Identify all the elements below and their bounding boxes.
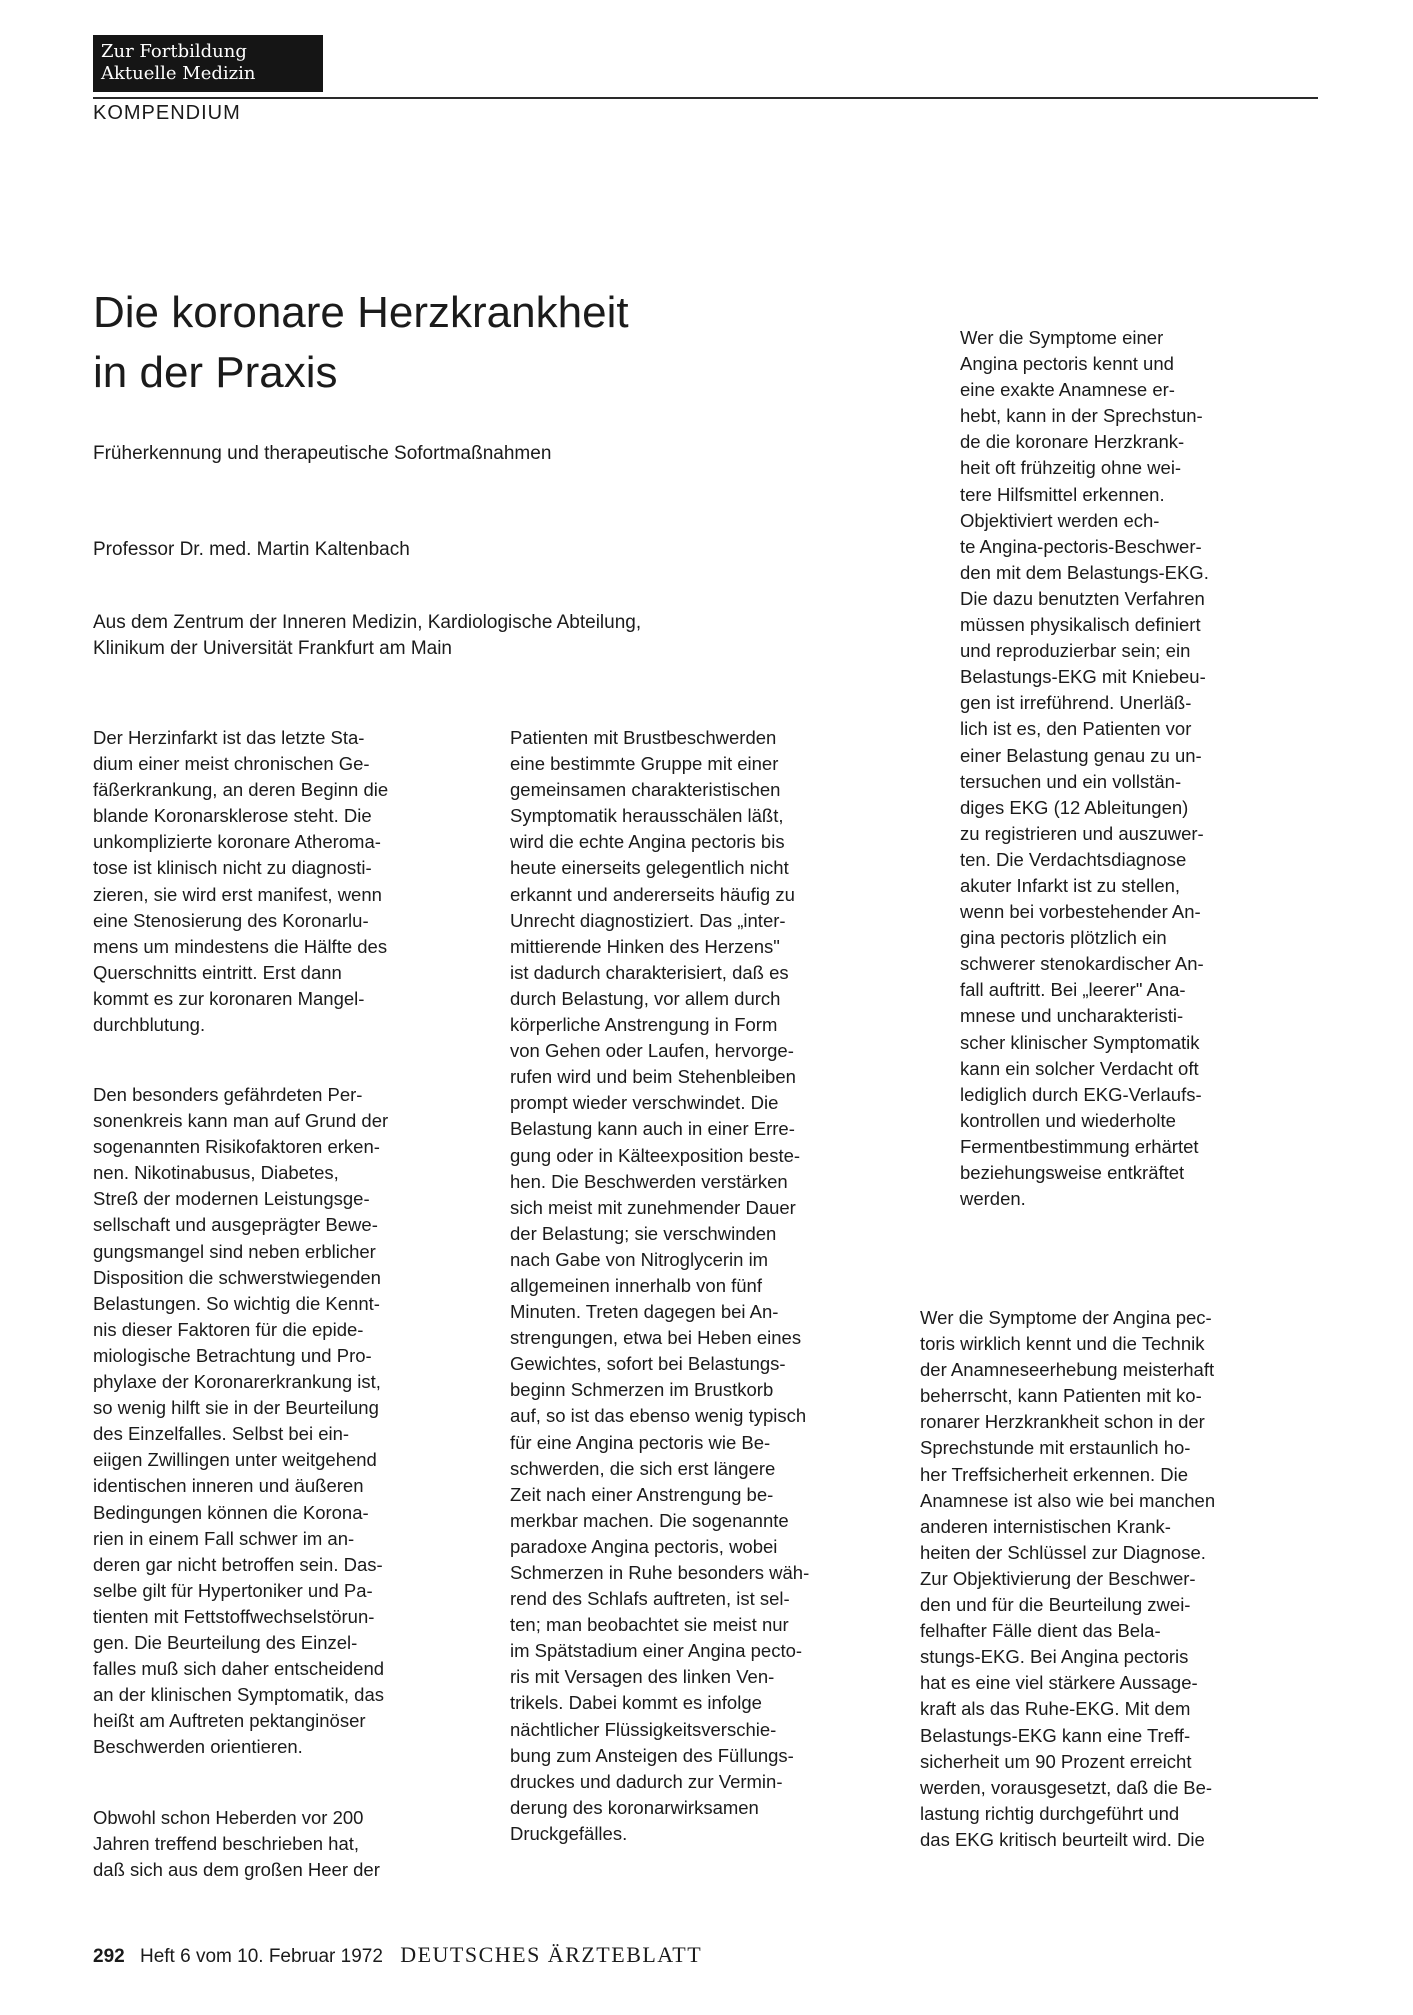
article-subtitle: Früherkennung und therapeutische Sofortmaßnahmen: [93, 443, 552, 464]
author-affiliation: [93, 610, 873, 662]
article-author: Professor Dr. med. Martin Kaltenbach: [93, 539, 410, 560]
journal-name: DEUTSCHES ÄRZTEBLATT: [400, 1942, 703, 1967]
body-paragraph: Der Herzinfarkt ist das letzte Sta- dium einer meist chronischen Ge- fäßerkrankung, an deren Beginn die blande Koronarsklerose steht. Die unkomplizierte koronare Atheroma- tose ist klinisch nicht zu diagnosti- zieren, sie wird erst manifest, wenn eine Stenosierung des Koronarlu- mens um mindestens die Hälfte des Querschnitts eintritt. Erst dann kommt es zur koronaren Mangel- durchblutung.: [93, 727, 389, 1036]
rubric-line-1: Zur Fortbildung: [101, 41, 247, 62]
affiliation-line-2: Klinikum der Universität Frankfurt am Main: [93, 638, 452, 659]
summary-box: Wer die Symptome einer Angina pectoris kennt und eine exakte Anamnese er- hebt, kann in der Sprechstun- de die koronare Herzkrank- heit oft frühzeitig ohne wei- tere Hilfsmittel erkennen. Objektiviert werden ech- te Angina-pectoris-Beschwer- den mit dem Belastungs-EKG. Die dazu benutzten Verfahren müssen physikalisch definiert und reproduzierbar sein; ein Belastungs-EKG mit Kniebeu- gen ist irreführend. Unerläß- lich ist es, den Patienten vor einer Belastung genau zu un- tersuchen und ein vollstän- diges EKG (12 Ableitungen) zu registrieren und auszuwer- ten. Die Verdachtsdiagnose akuter Infarkt ist zu stellen, wenn bei vorbestehender An- gina pectoris plötzlich ein schwerer stenokardischer An- fall auftritt. Bei „leerer" Ana- mnese und uncharakteristi- scher klinischer Symptomatik kann ein solcher Verdacht oft lediglich durch EKG-Verlaufs- kontrollen und wiederholte Fermentbestimmung erhärtet beziehungsweise entkräftet werden.: [960, 327, 1209, 1210]
header-rule: [93, 97, 1318, 99]
body-paragraph: Den besonders gefährdeten Per- sonenkreis kann man auf Grund der sogenannten Risikofaktoren erken- nen. Nikotinabusus, Diabetes, Streß der modernen Leistungsge- sellschaft und ausgeprägter Bewe- gungsmangel sind neben erblicher Disposition die schwerstwiegenden Belastungen. So wichtig die Kennt- nis dieser Faktoren für die epide- miologische Betrachtung und Pro- phylaxe der Koronarerkrankung ist, so wenig hilft sie in der Beurteilung des Einzelfalles. Selbst bei ein- eiigen Zwillingen unter weitgehend identischen inneren und äußeren Bedingungen können die Korona- rien in einem Fall schwer im an- deren gar nicht betroffen sein. Das- selbe gilt für Hypertoniker und Pa- tienten mit Fettstoffwechselstörun- gen. Die Beurteilung des Einzel- falles muß sich daher entscheidend an der klinischen Symptomatik, das heißt am Auftreten pektanginöser Beschwerden orientieren.: [93, 1084, 389, 1758]
page-number: 292: [93, 1946, 125, 1967]
issue-info: Heft 6 vom 10. Februar 1972: [139, 1946, 383, 1967]
body-paragraph: Obwohl schon Heberden vor 200 Jahren treffend beschrieben hat, daß sich aus dem großen Heer der: [93, 1807, 380, 1881]
body-column-2: Patienten mit Brustbeschwerden eine bestimmte Gruppe mit einer gemeinsamen charakteristischen Symptomatik herausschälen läßt, wird die echte Angina pectoris bis heute einerseits gelegentlich nicht erkannt und andererseits häufig zu Unrecht diagnostiziert. Das „inter- mittierende Hinken des Herzens" ist dadurch charakterisiert, daß es durch Belastung, vor allem durch körperliche Anstrengung in Form von Gehen oder Laufen, hervorge- rufen wird und beim Stehenbleiben prompt wieder verschwindet. Die Belastung kann auch in einer Erre- gung oder in Kälteexposition beste- hen. Die Beschwerden verstärken sich meist mit zunehmender Dauer der Belastung; sie verschwinden nach Gabe von Nitroglycerin im allgemeinen innerhalb von fünf Minuten. Treten dagegen bei An- strengungen, etwa bei Heben eines Gewichtes, sofort bei Belastungs- beginn Schmerzen im Brustkorb auf, so ist das ebenso wenig typisch für eine Angina pectoris wie Be- schwerden, die sich erst längere Zeit nach einer Anstrengung be- merkbar machen. Die sogenannte paradoxe Angina pectoris, wobei Schmerzen in Ruhe besonders wäh- rend des Schlafs auftreten, ist sel- ten; man beobachtet sie meist nur im Spätstadium einer Angina pecto- ris mit Versagen des linken Ven- trikels. Dabei kommt es infolge nächtlicher Flüssigkeitsverschie- bung zum Ansteigen des Füllungs- druckes und dadurch zur Vermin- derung des koronarwirksamen Druckgefälles.: [510, 727, 810, 1844]
section-label: KOMPENDIUM: [93, 102, 241, 124]
rubric-line-2: Aktuelle Medizin: [101, 63, 256, 84]
affiliation-line-1: Aus dem Zentrum der Inneren Medizin, Kardiologische Abteilung,: [93, 612, 642, 633]
article-title-line-2: in der Praxis: [93, 348, 338, 397]
article-title-line-1: Die koronare Herzkrankheit: [93, 288, 629, 337]
article-title: [93, 283, 793, 403]
rubric-label: [93, 35, 323, 92]
page-footer: [93, 1942, 702, 1968]
body-column-3: Wer die Symptome der Angina pec- toris wirklich kennt und die Technik der Anamneseerhebung meisterhaft beherrscht, kann Patienten mit ko- ronarer Herzkrankheit schon in der Sprechstunde mit erstaunlich ho- her Treffsicherheit erkennen. Die Anamnese ist also wie bei manchen anderen internistischen Krank- heiten der Schlüssel zur Diagnose. Zur Objektivierung der Beschwer- den und für die Beurteilung zwei- felhafter Fälle dient das Bela- stungs-EKG. Bei Angina pectoris hat es eine viel stärkere Aussage- kraft als das Ruhe-EKG. Mit dem Belastungs-EKG kann eine Treff- sicherheit um 90 Prozent erreicht werden, vorausgesetzt, daß die Be- lastung richtig durchgeführt und das EKG kritisch beurteilt wird. Die: [920, 1307, 1216, 1850]
